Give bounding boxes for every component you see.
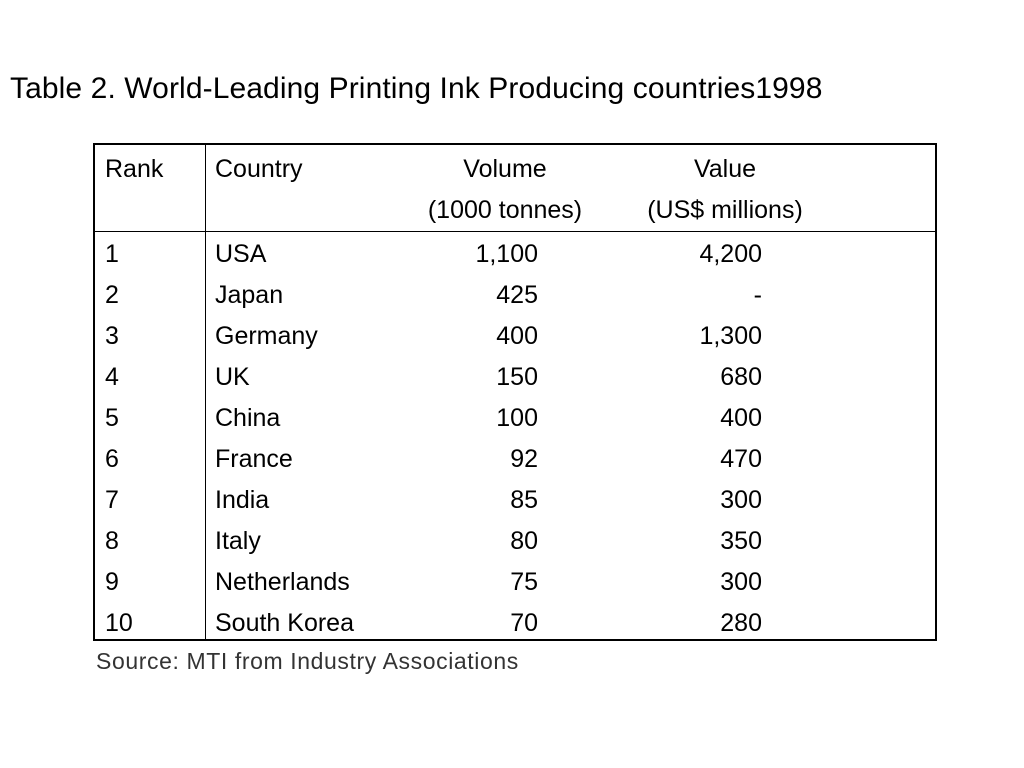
country-cell: Japan bbox=[215, 281, 284, 309]
header-volume-unit: (1000 tonnes) bbox=[427, 196, 583, 224]
header-divider bbox=[95, 231, 935, 232]
slide-title: Table 2. World-Leading Printing Ink Producing countries1998 bbox=[10, 72, 823, 105]
rank-cell: 3 bbox=[105, 322, 119, 350]
volume-cell: 100 bbox=[496, 404, 538, 432]
rank-cell: 10 bbox=[105, 609, 133, 637]
value-cell: 470 bbox=[720, 445, 762, 473]
country-cell: Netherlands bbox=[215, 568, 350, 596]
country-cell: China bbox=[215, 404, 281, 432]
rank-cell: 7 bbox=[105, 486, 119, 514]
source-note: Source: MTI from Industry Associations bbox=[96, 648, 519, 674]
value-cell: 280 bbox=[720, 609, 762, 637]
value-cell: 1,300 bbox=[699, 322, 762, 350]
volume-cell: 75 bbox=[510, 568, 538, 596]
rank-cell: 2 bbox=[105, 281, 119, 309]
ink-producers-table bbox=[93, 143, 937, 641]
rank-cell: 4 bbox=[105, 363, 119, 391]
rank-cell: 5 bbox=[105, 404, 119, 432]
country-cell: UK bbox=[215, 363, 250, 391]
value-cell: 680 bbox=[720, 363, 762, 391]
header-value-unit: (US$ millions) bbox=[647, 196, 803, 224]
volume-cell: 150 bbox=[496, 363, 538, 391]
value-cell: 300 bbox=[720, 568, 762, 596]
value-cell: 300 bbox=[720, 486, 762, 514]
volume-cell: 1,100 bbox=[475, 240, 538, 268]
volume-cell: 85 bbox=[510, 486, 538, 514]
column-divider bbox=[205, 145, 206, 639]
header-volume: Volume bbox=[463, 155, 547, 183]
header-rank: Rank bbox=[105, 155, 164, 183]
country-cell: France bbox=[215, 445, 293, 473]
value-cell: 350 bbox=[720, 527, 762, 555]
country-cell: India bbox=[215, 486, 270, 514]
country-cell: Italy bbox=[215, 527, 261, 555]
country-cell: Germany bbox=[215, 322, 318, 350]
country-cell: South Korea bbox=[215, 609, 354, 637]
rank-cell: 8 bbox=[105, 527, 119, 555]
volume-cell: 80 bbox=[510, 527, 538, 555]
rank-cell: 6 bbox=[105, 445, 119, 473]
value-cell: 400 bbox=[720, 404, 762, 432]
volume-cell: 70 bbox=[510, 609, 538, 637]
header-value: Value bbox=[693, 155, 757, 183]
volume-cell: 92 bbox=[510, 445, 538, 473]
country-cell: USA bbox=[215, 240, 267, 268]
volume-cell: 425 bbox=[496, 281, 538, 309]
value-cell: 4,200 bbox=[699, 240, 762, 268]
rank-cell: 9 bbox=[105, 568, 119, 596]
value-cell: - bbox=[753, 281, 762, 309]
rank-cell: 1 bbox=[105, 240, 119, 268]
header-country: Country bbox=[215, 155, 303, 183]
volume-cell: 400 bbox=[496, 322, 538, 350]
